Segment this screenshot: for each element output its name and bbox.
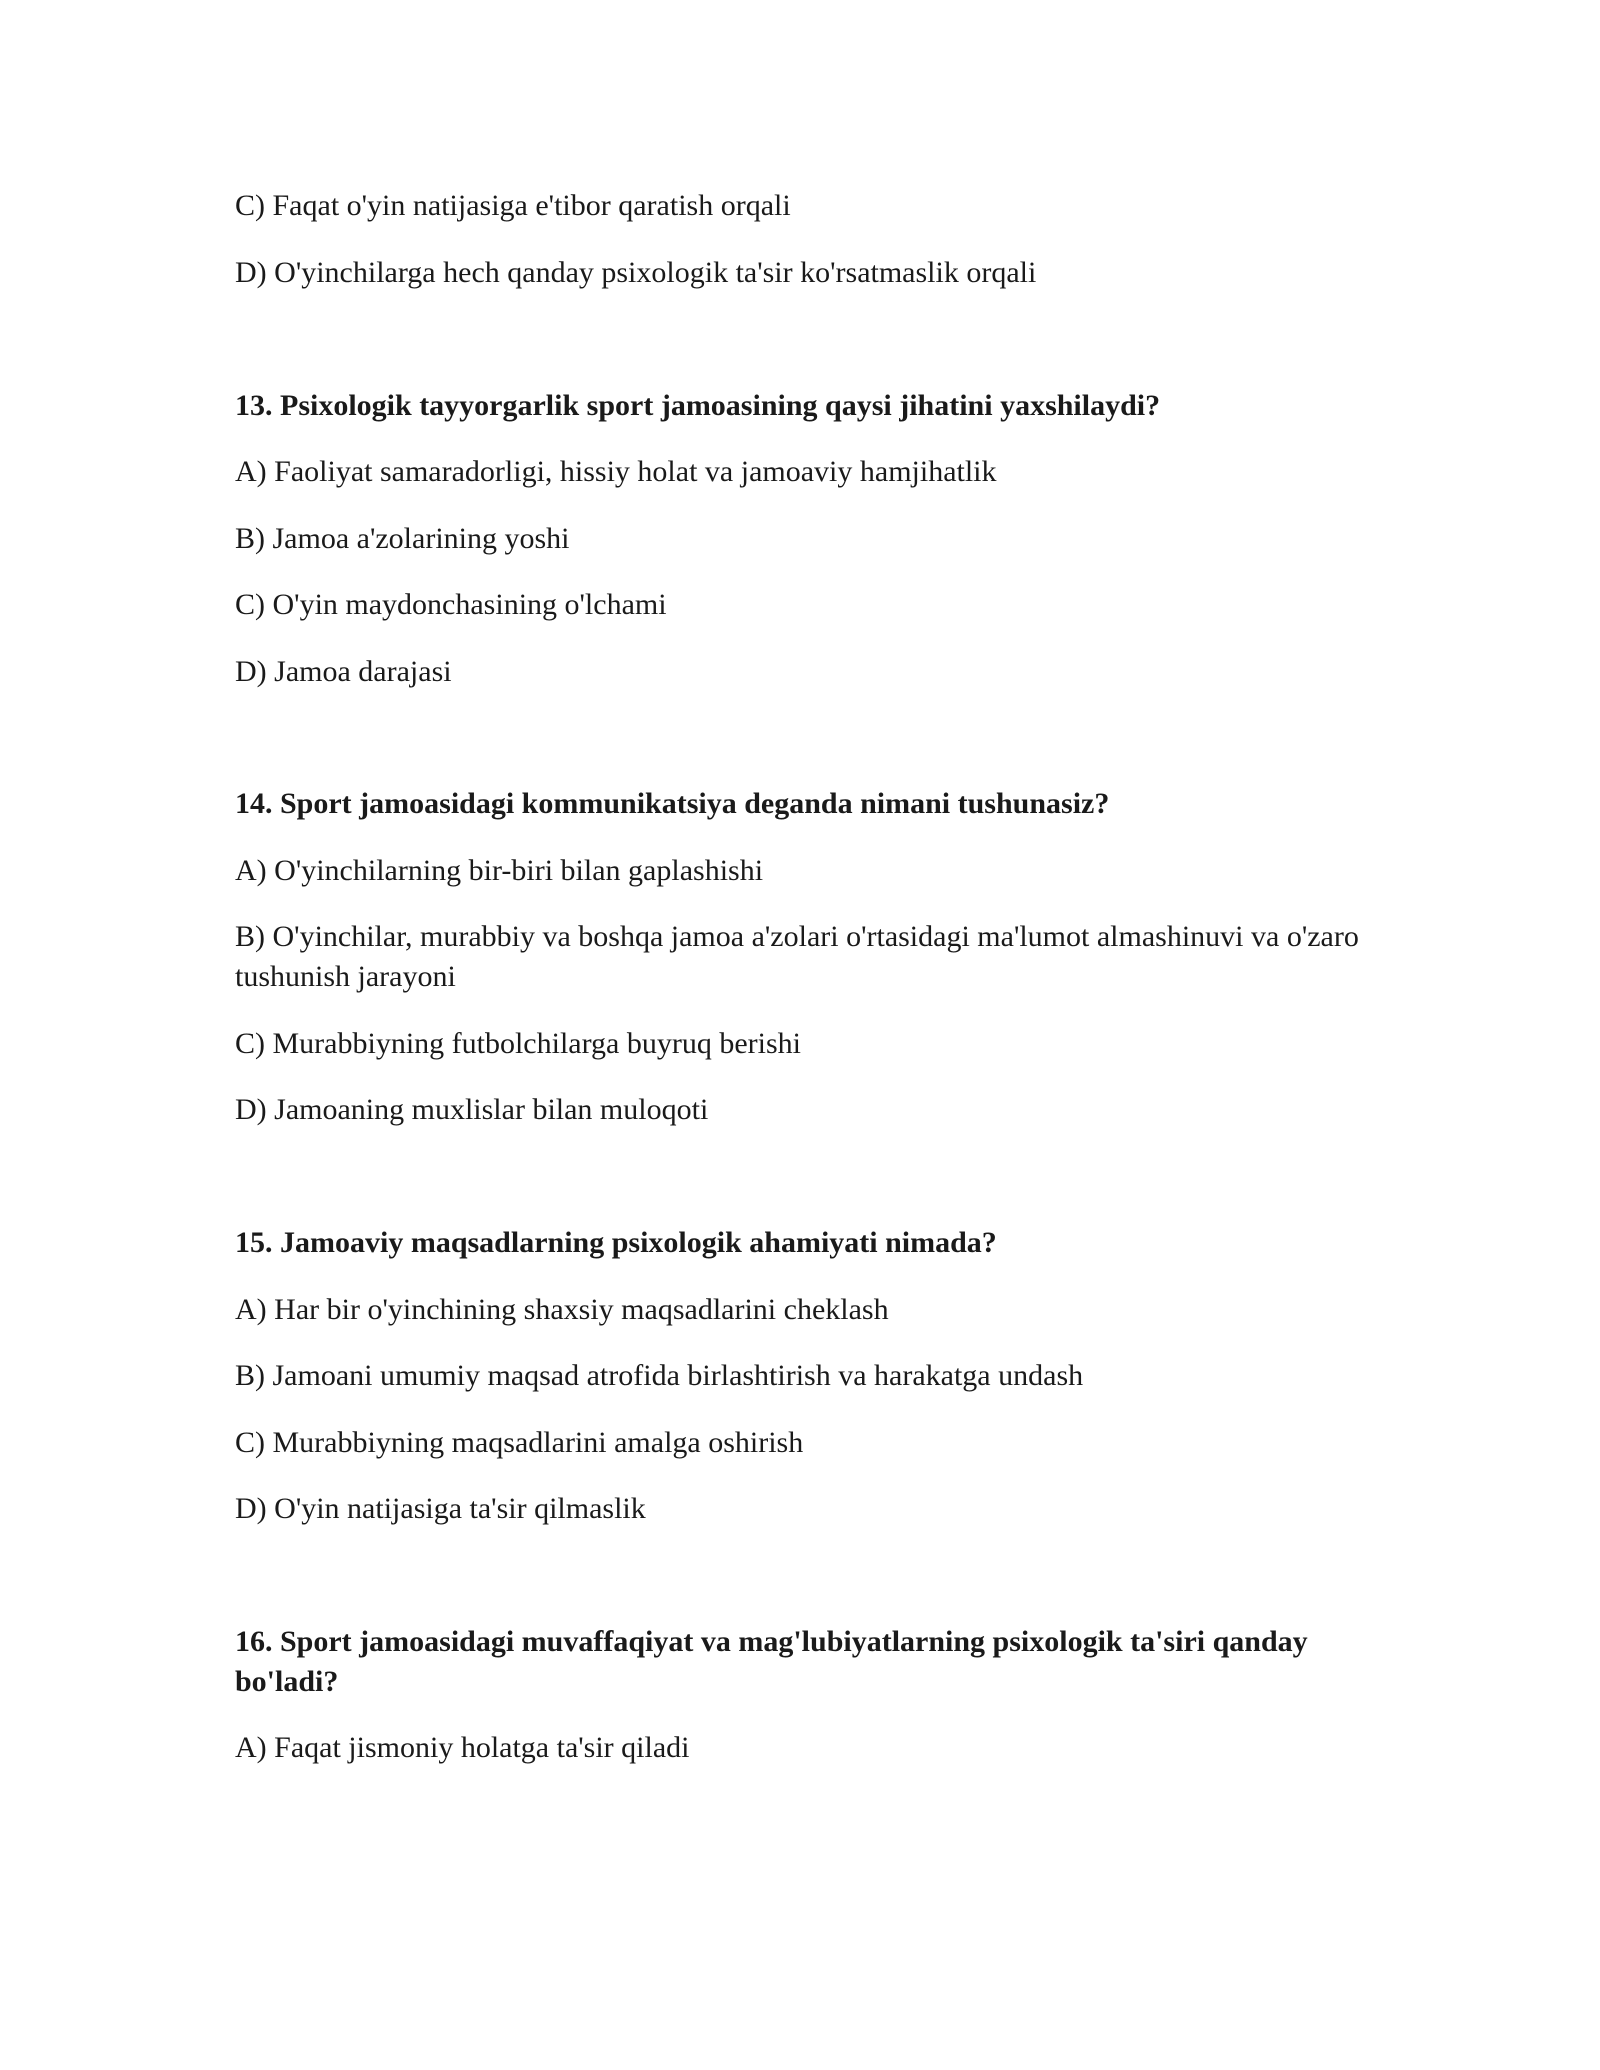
question-15: 15. Jamoaviy maqsadlarning psixologik ahamiyati nimada? [235,1226,997,1259]
question-13-option-a: A) Faoliyat samaradorligi, hissiy holat va jamoaviy hamjihatlik [235,455,997,488]
question-15-option-c: C) Murabbiyning maqsadlarini amalga oshirish [235,1426,804,1459]
option-c-prev: C) Faqat o'yin natijasiga e'tibor qaratish orqali [235,189,791,222]
question-13-option-c: C) O'yin maydonchasining o'lchami [235,588,667,621]
question-15-option-a: A) Har bir o'yinchining shaxsiy maqsadlarini cheklash [235,1293,889,1326]
question-16: 16. Sport jamoasidagi muvaffaqiyat va mag'lubiyatlarning psixologik ta'siri qanday bo'ladi? [235,1625,1308,1698]
option-d-prev: D) O'yinchilarga hech qanday psixologik ta'sir ko'rsatmaslik orqali [235,256,1037,289]
question-14-option-c: C) Murabbiyning futbolchilarga buyruq berishi [235,1027,802,1060]
question-14-option-d: D) Jamoaning muxlislar bilan muloqoti [235,1093,709,1126]
question-16-option-a: A) Faqat jismoniy holatga ta'sir qiladi [235,1731,690,1764]
question-14: 14. Sport jamoasidagi kommunikatsiya deganda nimani tushunasiz? [235,787,1110,820]
question-13-option-d: D) Jamoa darajasi [235,655,452,688]
question-13: 13. Psixologik tayyorgarlik sport jamoasining qaysi jihatini yaxshilaydi? [235,389,1161,422]
question-13-option-b: B) Jamoa a'zolarining yoshi [235,522,570,555]
question-14-option-b: B) O'yinchilar, murabbiy va boshqa jamoa a'zolari o'rtasidagi ma'lumot almashinuvi va o'zaro tushunish jarayoni [235,920,1359,993]
question-15-option-b: B) Jamoani umumiy maqsad atrofida birlashtirish va harakatga undash [235,1359,1084,1392]
question-15-option-d: D) O'yin natijasiga ta'sir qilmaslik [235,1492,646,1525]
question-14-option-a: A) O'yinchilarning bir-biri bilan gaplashishi [235,854,764,887]
